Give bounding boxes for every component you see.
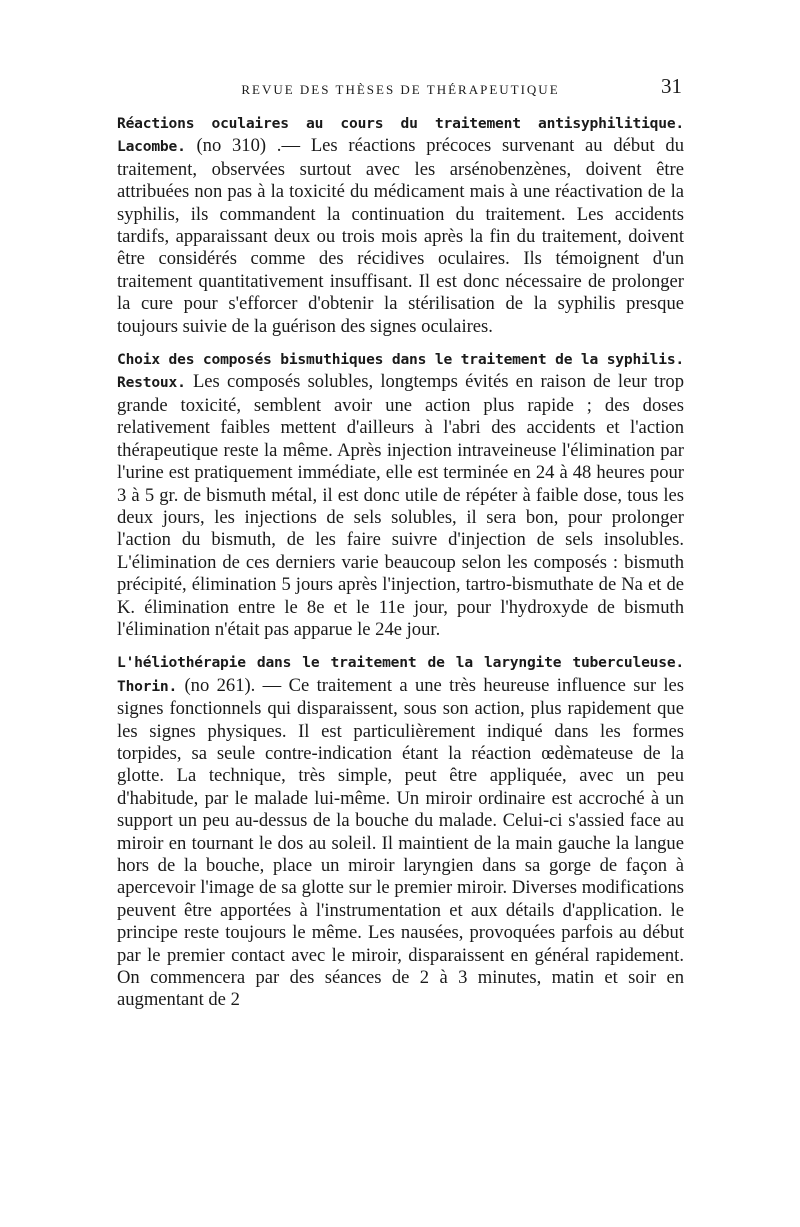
article-paragraph: [117, 112, 684, 338]
article-thorin: [117, 651, 684, 1012]
article-lacombe: [117, 112, 684, 338]
article-author: Thorin.: [117, 677, 178, 695]
article-paragraph: [117, 651, 684, 1012]
running-head: REVUE DES THÈSES DE THÉRAPEUTIQUE: [241, 82, 560, 97]
article-body: Ce traitement a une très heureuse influence sur les signes fonctionnels qui disparaissent, sous son action, plus rapidement que les signes physiques. Il est particulièrement indiqué dans les formes torpides, sa seule contre-indication étant la réaction œdèmateuse de la glotte. La technique, très simple, peut être appliquée, avec un peu d'habitude, par le malade lui-même. Un miroir ordinaire est accroché à un support un peu au-dessus de la bouche du malade. Celui-ci s'assied face au miroir en tournant le dos au soleil. Il maintient de la main gauche la langue hors de la bouche, place un miroir laryngien dans sa gorge de façon à apercevoir l'image de sa glotte sur le premier miroir. Diverses modifications peuvent être apportées à l'instrumentation et aux détails d'application. le principe reste toujours le même. Les nausées, provoquées parfois au début par le premier contact avec le miroir, disparaissent en général rapidement. On commencera par des séances de 2 à 3 minutes, matin et soir en augmentant de 2: [117, 674, 685, 1011]
article-title: Choix des composés bismuthiques dans le traitement de la syphilis.: [117, 351, 684, 369]
article-title: L'héliothérapie dans le traitement de la laryngite tuberculeuse.: [117, 654, 684, 672]
article-author: Lacombe.: [117, 138, 186, 156]
article-reference: (no 310) .—: [196, 135, 301, 157]
article-restoux: [117, 348, 684, 641]
article-body: Les réactions précoces survenant au début du traitement, observées surtout avec les arsénobenzènes, doivent être attribuées non pas à la toxicité du médicament mais à une réactivation de la syphilis, ils commandent la continuation du traitement. Les accidents tardifs, apparaissant deux ou trois mois après la fin du traitement, doivent être considérés comme des récidives oculaires. Ils témoignent d'un traitement quantitativement insuffisant. Il est donc nécessaire de prolonger la cure pour s'efforcer d'obtenir la stérilisation de la syphilis presque toujours suivie de la guérison des signes oculaires.: [117, 135, 684, 337]
page-header: [117, 72, 684, 112]
article-body: Les composés solubles, longtemps évités en raison de leur trop grande toxicité, semblent avoir une action plus rapide ; des doses relativement faibles mettent d'ailleurs à l'abri des accidents et l'action thérapeutique reste la même. Après injection intraveineuse l'élimination par l'urine est pratiquement immédiate, elle est terminée en 24 à 48 heures pour 3 à 5 gr. de bismuth métal, il est donc utile de répéter à faible dose, tous les deux jours, les injections de sels solubles, il sera bon, pour prolonger l'action du bismuth, de les faire suivre d'injection de sels insolubles. L'élimination de ces derniers varie beaucoup selon les composés : bismuth précipité, élimination 5 jours après l'injection, tartro-bismuthate de Na et de K. élimination entre le 8e et le 11e jour, pour l'hydroxyde de bismuth l'élimination n'était pas apparue le 24e jour.: [117, 371, 684, 640]
article-title: Réactions oculaires au cours du traitement antisyphilitique.: [117, 115, 684, 132]
article-author: Restoux.: [117, 374, 186, 392]
page: [117, 72, 684, 1022]
page-number: 31: [661, 74, 682, 98]
article-paragraph: [117, 348, 684, 641]
article-reference: (no 261). —: [184, 674, 282, 696]
